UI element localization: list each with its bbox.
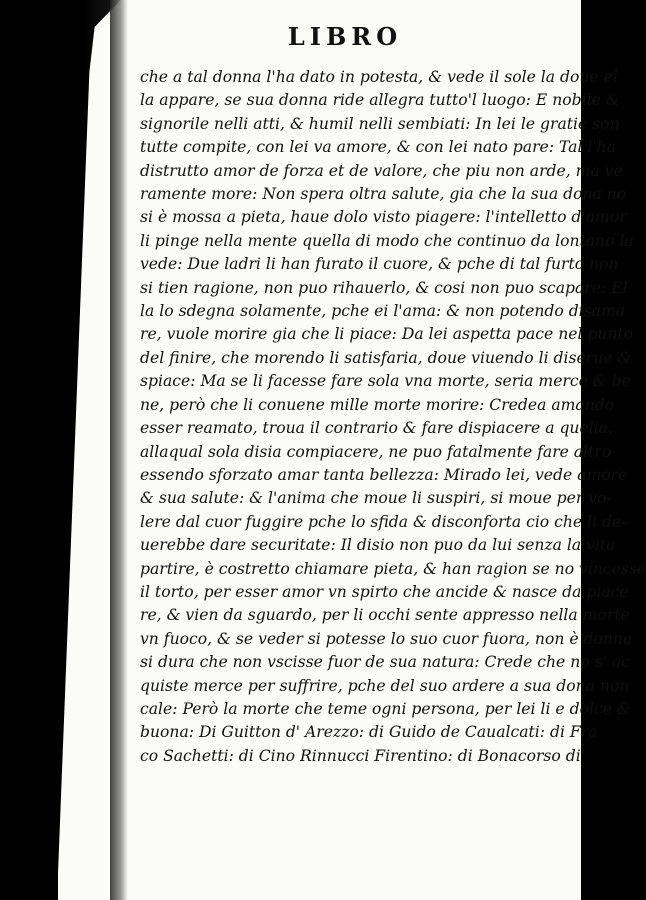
text-line: & sua salute: & l'anima che moue li suspiri, si moue per vo- [140,489,612,508]
text-line: si tien ragione, non puo rihauerlo, & cosi non puo scapare: El [140,278,628,297]
text-line: co Sachetti: di Cino Rinnucci Firentino: di Bonacorso di [140,746,581,765]
text-line: quiste merce per suffrire, pche del suo ardere a sua dona non [140,676,630,695]
text-line: esser reamato, troua il contrario & fare dispiacere a quella, [140,419,613,438]
text-line: allaqual sola disia compiacere, ne puo fatalmente fare altro [140,442,612,461]
text-line: spiace: Ma se li facesse fare sola vna morte, seria merce & be [140,372,631,391]
text-line: del finire, che morendo li satisfaria, doue viuendo li diserue & [140,348,632,367]
text-line: cale: Però la morte che teme ogni persona, per lei li e dolce & [140,699,631,718]
text-line: tutte compite, con lei va amore, & con lei nato pare: Tal l'ha [140,138,617,157]
text-line: ne, però che li conuene mille morte morire: Credea amando [140,395,615,414]
text-line: uerebbe dare securitate: Il disio non puo da lui senza la vita [140,536,616,555]
text-line: distrutto amor de forza et de valore, che piu non arde, ma ve [140,161,623,180]
text-line: il torto, per esser amor vn spirto che ancide & nasce da piace [140,582,629,601]
text-line: re, & vien da sguardo, per li occhi sente appresso nella morte [140,606,630,625]
running-head: LIBRO [287,22,403,51]
text-line: partire, è costretto chiamare pieta, & han ragion se no vincesse [140,559,646,578]
body-text [140,66,646,768]
text-line: ramente more: Non spera oltra salute, gia che la sua dona no [140,185,627,204]
text-line: vn fuoco, & se veder si potesse lo suo cuor fuora, non è donna [140,629,633,648]
text-line: si è mossa a pieta, haue dolo visto piagere: l'intelletto d'amor [140,208,627,227]
text-line: re, vuole morire gia che li piace: Da lei aspetta pace nel punto [140,325,634,344]
text-line: che a tal donna l'ha dato in potesta, & vede il sole la doue el [140,68,618,86]
text-line: lere dal cuor fuggire pche lo sfida & disconforta cio che li de- [140,512,627,531]
text-line: buona: Di Guitton d' Arezzo: di Guido de Caualcati: di Fra [140,723,598,742]
text-line: vede: Due ladri li han furato il cuore, & pche di tal furto non [140,255,619,274]
text-line: essendo sforzato amar tanta bellezza: Mirado lei, vede amore [140,465,628,484]
text-line: signorile nelli atti, & humil nelli sembiati: In lei le gratie son [140,114,620,133]
text-line: la appare, se sua donna ride allegra tutto'l luogo: E nobile & [140,91,620,110]
text-line: li pinge nella mente quella di modo che continuo da lontano la [140,231,634,250]
text-line: si dura che non vscisse fuor de sua natura: Crede che no s' ac [140,653,630,672]
text-line: la lo sdegna solamente, pche ei l'ama: & non potendo disama [140,302,626,321]
page-gutter-edge [110,0,128,900]
